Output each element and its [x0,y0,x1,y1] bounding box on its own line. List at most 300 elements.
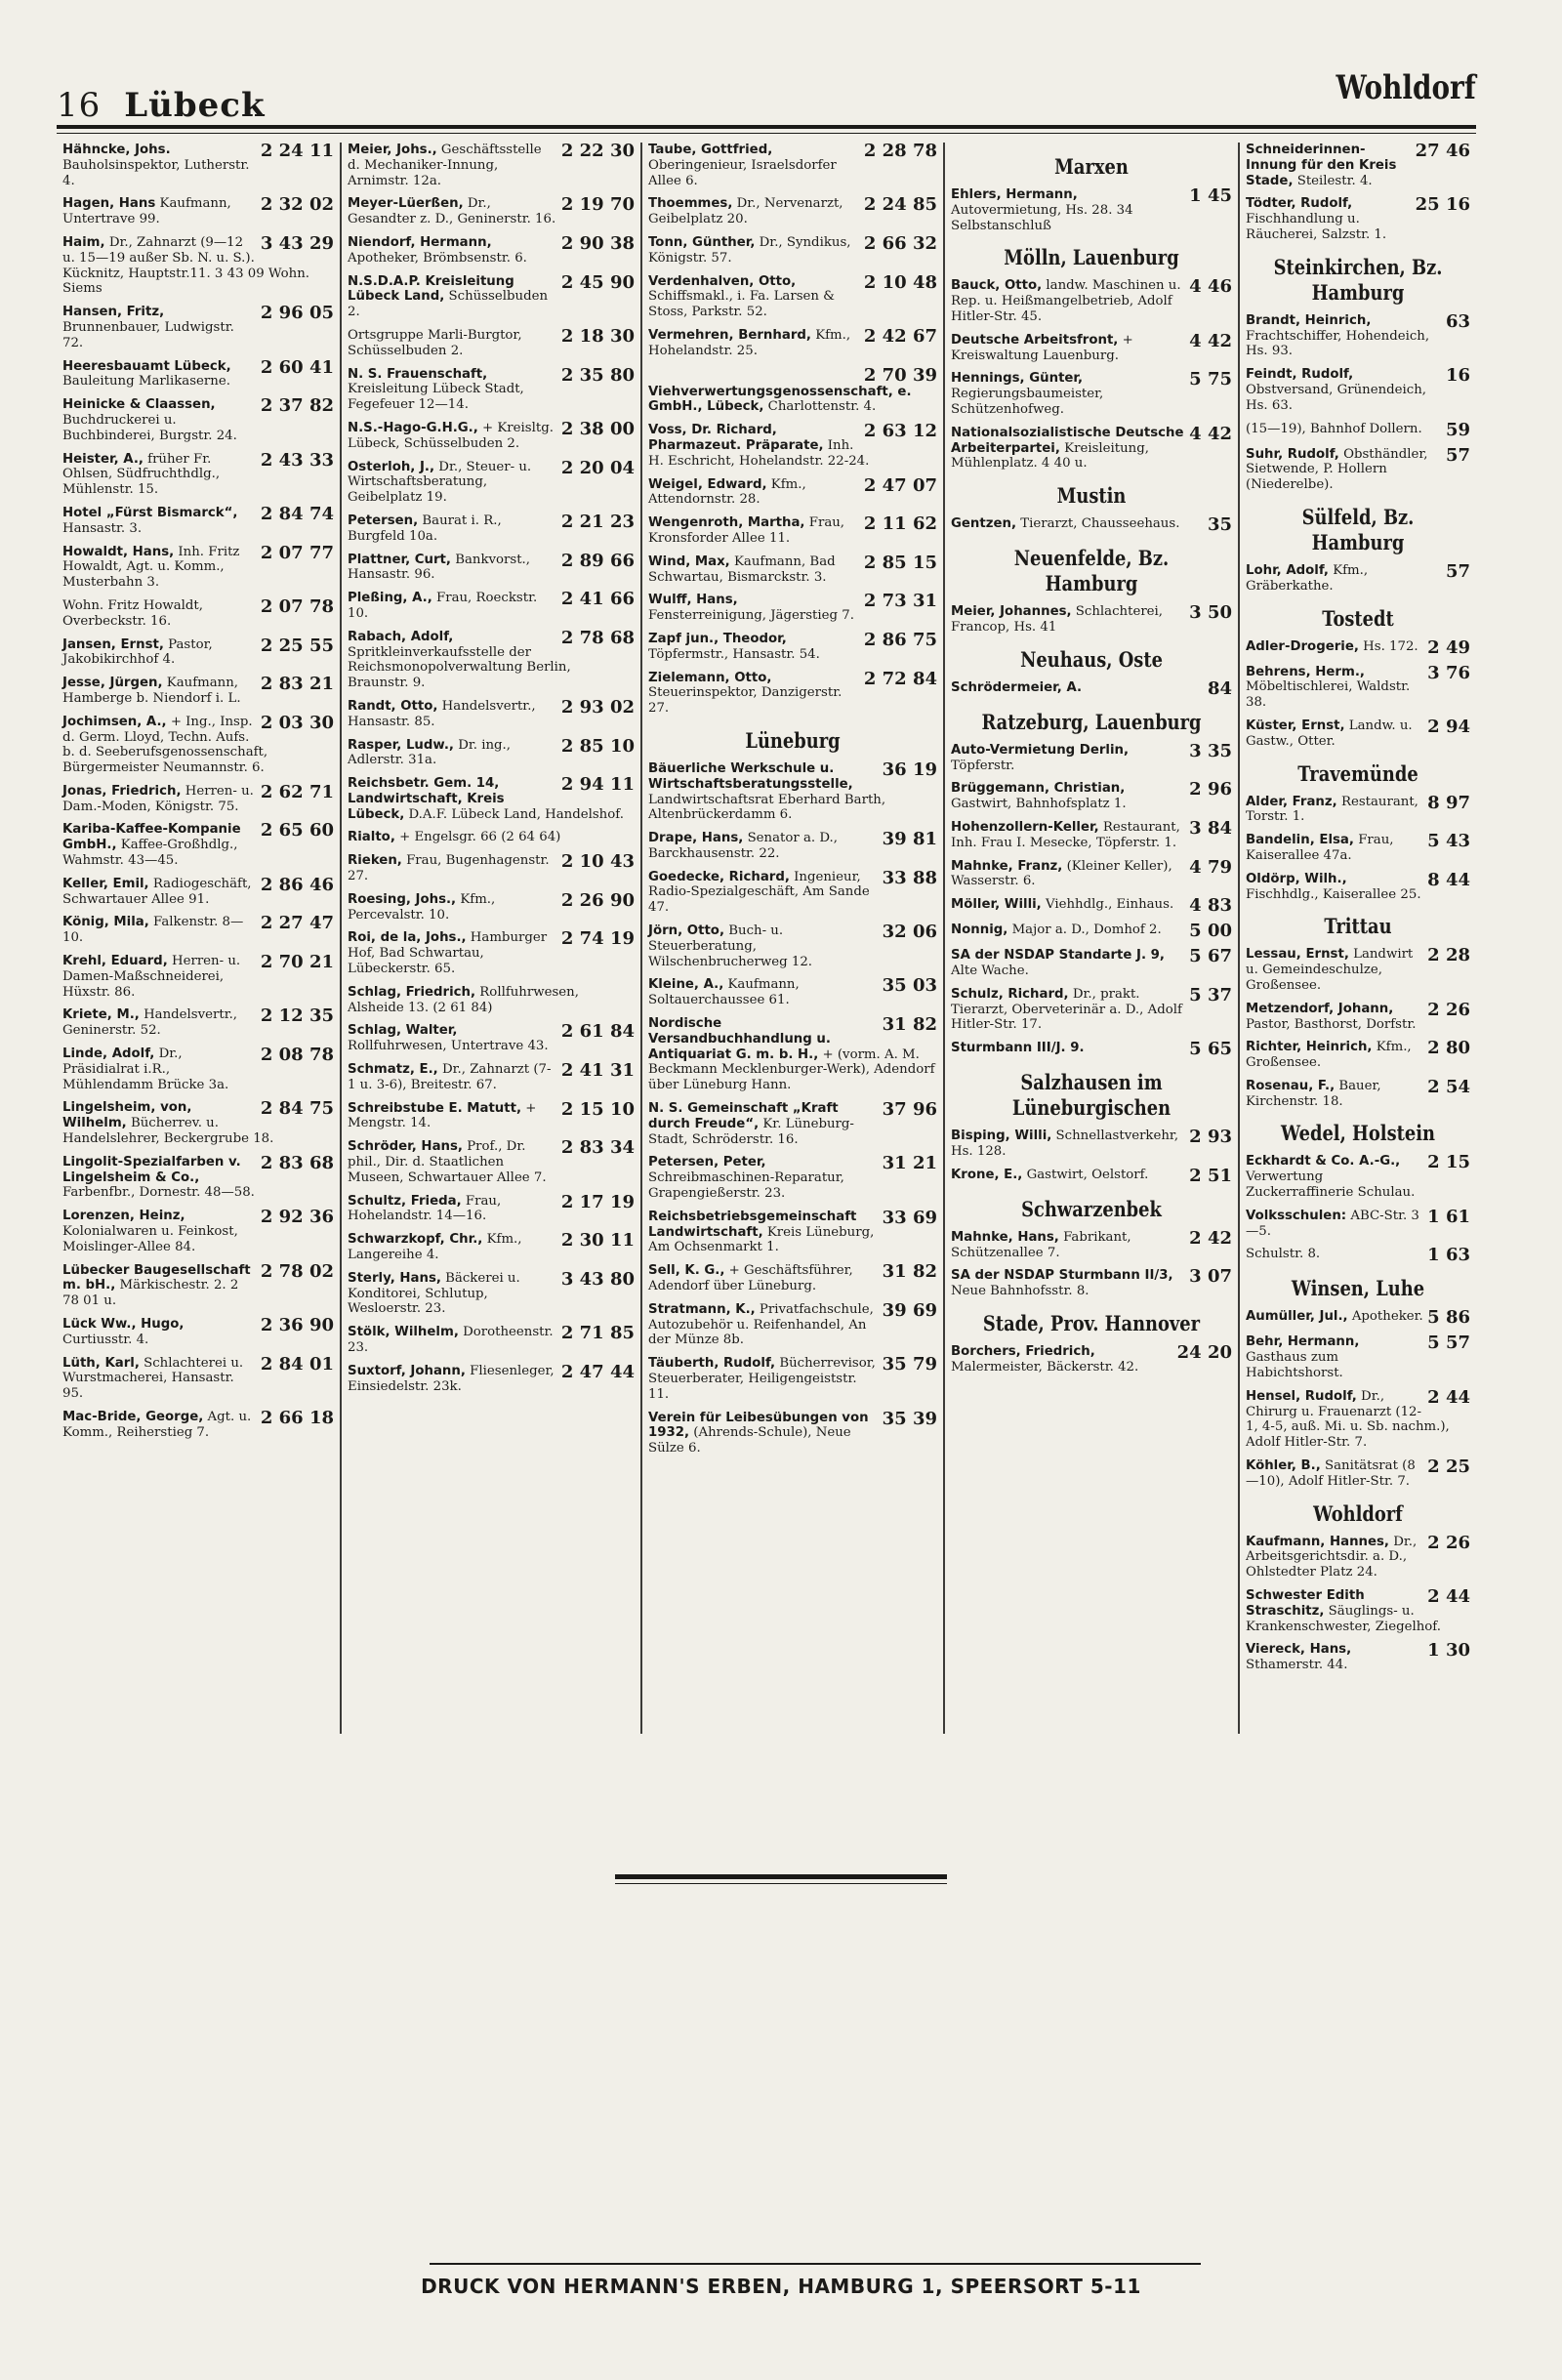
entry-phone: 59 [1445,419,1470,440]
entry-name: Volksschulen: [1246,1208,1347,1223]
entry-details: Frachtschiffer, Hohendeich, Hs. 93. [1246,328,1430,359]
page-header-left [57,86,266,125]
entry-phone: 2 08 78 [260,1045,334,1066]
entry-name: Meier, Johannes, [951,604,1072,620]
directory-entry [951,604,1232,636]
directory-entry [1246,1309,1470,1327]
entry-phone: 27 46 [1415,143,1470,161]
entry-name: Richter, Heinrich, [1246,1040,1373,1055]
entry-name: Schlag, Walter, [348,1023,458,1039]
entry-phone: 1 63 [1427,1245,1470,1266]
entry-details: Töpfermstr., Hansastr. 54. [648,646,820,662]
entry-details: Dr., Chirurg u. Frauenarzt (12-1, 4-5, auß. Mi. u. Sb. nachm.), Adolf Hitler-Str. 7. [1246,1388,1450,1451]
entry-details: + Geschäftsführer, Adendorf über Lüneburg. [648,1263,853,1294]
entry-phone: 2 71 85 [560,1323,635,1344]
directory-entry [648,831,937,862]
directory-entry [348,1361,635,1395]
directory-entry [1246,833,1470,864]
entry-phone: 4 83 [1189,895,1232,917]
entry-phone: 2 07 77 [260,542,334,563]
entry-name: Lorenzen, Heinz, [62,1209,185,1224]
entry-phone: 36 19 [882,759,937,780]
entry-phone: 2 25 [1427,1457,1470,1478]
entry-name: Borchers, Friedrich, [951,1343,1095,1359]
entry-details: Möbeltischlerei, Waldstr. 38. [1246,679,1411,711]
entry-name: Drape, Hans, [648,831,744,846]
entry-details: Brunnenbauer, Ludwigstr. 72. [62,319,234,350]
directory-entry [348,550,635,584]
entry-phone: 4 42 [1189,423,1232,444]
directory-entry [648,1408,937,1457]
entry-phone: 2 85 10 [560,735,635,757]
entry-details: Restaurant, Inh. Frau I. Mesecke, Töpferstr. 1. [951,819,1180,850]
entry-name: Rosenau, F., [1246,1078,1336,1093]
entry-phone: 2 66 18 [260,1407,334,1428]
entry-phone: 25 16 [1415,194,1470,216]
entry-details: Dr., Nervenarzt, Geibelplatz 20. [648,196,843,227]
directory-entry [648,1263,937,1294]
entry-details: Schlachterei u. Wurstmacherei, Hansastr. 95. [62,1355,244,1402]
place-heading: Wohldorf [1313,1500,1403,1526]
entry-phone: 2 22 30 [560,143,635,161]
entry-details: Farbenfbr., Dornestr. 48—58. [62,1185,255,1201]
directory-entry [348,591,635,622]
directory-entry [348,930,635,976]
entry-details: Dr., Präsidialrat i.R., Mühlendamm Brücke 3a. [62,1046,229,1092]
entry-phone: 2 42 67 [863,325,937,347]
entry-name: Köhler, B., [1246,1458,1321,1474]
entry-details: Kfm., Gräberkathe. [1246,562,1369,594]
directory-entry [62,1046,334,1092]
entry-details: Pastor, Jakobikirchhof 4. [62,636,213,668]
entry-details: Schulstr. 8. [1246,1247,1321,1262]
entry-name: Bäuerliche Werkschule u. Wirtschaftsberatungsstelle, [648,760,853,792]
entry-details: Pastor, Basthorst, Dorfstr. [1246,1016,1417,1032]
directory-entry [951,330,1232,364]
directory-entry [62,1317,334,1348]
directory-entry [348,418,635,452]
directory-entry [648,515,937,547]
entry-details: + Mengstr. 14. [348,1100,537,1131]
entry-name: Randt, Otto, [348,698,438,714]
entry-name: Oldörp, Wilh., [1246,871,1347,886]
place-heading: Mustin [1056,483,1127,509]
entry-details: Ortsgruppe Marli-Burgtor, Schüsselbuden 2. [348,327,522,358]
place-heading: Winsen, Luhe [1291,1276,1425,1301]
entry-name: Kariba-Kaffee-Kompanie GmbH., [62,822,241,853]
directory-entry [1246,1588,1470,1634]
entry-phone: 2 43 33 [260,449,334,471]
entry-details: Dorotheenstr. 23. [348,1325,554,1355]
entry-name: Jansen, Ernst, [62,636,164,652]
entry-name: Jochimsen, A., [62,714,167,729]
entry-name: Zapf jun., Theodor, [648,631,787,646]
entry-details: Bücherrevisor, Steuerberater, Heiligengeiststr. 11. [648,1356,876,1402]
entry-phone: 3 43 29 [260,232,334,254]
directory-entry [648,423,937,469]
entry-details: Oberingenieur, Israelsdorfer Allee 6. [648,157,837,188]
entry-name: Sell, K. G., [648,1263,725,1279]
entry-details: Rollfuhrwesen, Alsheide 13. (2 61 84) [348,984,579,1015]
entry-name: Bandelin, Elsa, [1246,833,1354,848]
directory-entry [648,1155,937,1201]
entry-phone: 2 21 23 [560,511,635,532]
entry-details: + (vorm. A. M. Beckmann Mecklenburger-Werk), Adendorf über Lüneburg Hann. [648,1046,935,1093]
entry-phone: 2 03 30 [260,712,334,733]
entry-details: (Ahrends-Schule), Neue Sülze 6. [648,1425,851,1457]
entry-name: Reichsbetr. Gem. 14, Landwirtschaft, Kreis Lübeck, [348,776,505,822]
directory-entry [1246,367,1470,413]
place-heading: Wedel, Holstein [1281,1121,1435,1146]
place-heading: Neuhaus, Oste [1020,646,1163,672]
entry-name: Bisping, Willi, [951,1128,1052,1144]
directory-entry [348,889,635,923]
place-heading: Steinkirchen, Bz. Hamburg [1273,254,1443,305]
entry-phone: 33 88 [882,867,937,888]
directory-entry [348,196,635,227]
entry-name: Weigel, Edward, [648,476,767,492]
entry-details: Frau, Hohelandstr. 14—16. [348,1193,502,1224]
directory-entry [1246,444,1470,493]
directory-entry [62,143,334,188]
directory-entry [62,356,334,390]
entry-details: Ingenieur, Radio-Spezialgeschäft, Am Sande 47. [648,869,870,916]
entry-name: Behrens, Herm., [1246,664,1365,679]
entry-details: Gastwirt, Bahnhofsplatz 1. [951,797,1127,812]
entry-name: Wengenroth, Martha, [648,515,805,531]
entry-details: Dr., Zahnarzt (7-1 u. 3-6), Breitestr. 67. [348,1062,552,1092]
entry-phone: 2 83 34 [560,1137,635,1159]
entry-name: Schwarzkopf, Chr., [348,1232,483,1248]
entry-details: Verwertung Zuckerraffinerie Schulau. [1246,1169,1416,1201]
directory-entry [348,776,635,822]
entry-phone: 5 57 [1427,1333,1470,1354]
entry-details: früher Fr. Ohlsen, Südfruchthdlg., Mühlenstr. 15. [62,451,221,498]
entry-name: Linde, Adolf, [62,1046,155,1062]
footer-rule [430,2263,1201,2265]
entry-name: Kriete, M., [62,1007,140,1023]
directory-entry [62,449,334,498]
entry-phone: 2 26 [1427,1532,1470,1553]
directory-entry [62,595,334,630]
place-heading: Mölln, Lauenburg [1004,245,1179,270]
entry-details: Landwirtschaftsrat Eberhard Barth, Altenbrückerdamm 6. [648,792,886,823]
entry-name: Eckhardt & Co. A.-G., [1246,1154,1401,1169]
entry-phone: 2 74 19 [560,928,635,950]
directory-entry [951,1128,1232,1160]
entry-phone: 57 [1445,444,1470,466]
entry-details: Frau, Roeckstr. 10. [348,591,538,621]
directory-entry [62,542,334,591]
entry-phone: 2 93 [1189,1127,1232,1148]
entry-phone: 4 46 [1189,276,1232,298]
directory-entry [951,948,1232,979]
entry-name: Möller, Willi, [951,897,1042,913]
entry-name: Wind, Max, [648,554,730,569]
place-heading: Travemünde [1297,760,1418,786]
place-heading: Marxen [1054,154,1129,179]
directory-entry [951,423,1232,472]
entry-name: Kleine, A., [648,977,724,993]
directory-entry [648,474,937,509]
entry-phone: 35 [1207,514,1232,536]
entry-name: Hohenzollern-Keller, [951,819,1099,835]
entry-details: Sanitätsrat (8—10), Adolf Hitler-Str. 7. [1246,1458,1416,1489]
directory-entry [348,1325,635,1356]
entry-phone: 2 49 [1427,636,1470,658]
entry-name: Schrödermeier, A. [951,679,1083,695]
entry-name: SA der NSDAP Standarte J. 9, [951,948,1165,964]
directory-entry [348,735,635,769]
entry-name: Suhr, Rudolf, [1246,446,1339,462]
entry-phone: 3 43 80 [560,1268,635,1290]
entry-details: (15—19), Bahnhof Dollern. [1246,421,1422,436]
directory-entry [348,1232,635,1263]
entry-details: Dr. ing., Adlerstr. 31a. [348,737,511,768]
directory-entry [1246,310,1470,359]
entry-details: Hansastr. 3. [62,520,143,536]
directory-entry [951,1227,1232,1261]
entry-details: Malermeister, Bäckerstr. 42. [951,1359,1139,1375]
entry-details: Viehhdlg., Einhaus. [1045,897,1174,913]
directory-entry [1246,792,1470,826]
entry-name: Suxtorf, Johann, [348,1363,466,1378]
entry-details: Kreisleitung, Mühlenplatz. 4 40 u. [951,440,1149,472]
entry-details: Charlottenstr. 4. [767,399,877,415]
directory-entry [348,1191,635,1225]
directory-entry [62,1100,334,1146]
entry-name: N. S. Frauenschaft, [348,366,488,382]
entry-name: Viereck, Hans, [1246,1642,1352,1658]
entry-phone: 2 86 46 [260,874,334,895]
place-heading: Trittau [1324,914,1392,939]
entry-phone: 1 45 [1189,185,1232,206]
entry-phone: 2 27 47 [260,913,334,934]
directory-entry [62,1007,334,1039]
directory-columns [57,143,1476,1753]
entry-name: Bauck, Otto, [951,278,1043,294]
entry-name: N.S.D.A.P. Kreisleitung Lübeck Land, [348,273,514,305]
entry-details: Herren- u. Damen-Maßschneiderei, Hüxstr. 86. [62,954,241,1000]
entry-phone: 8 97 [1427,792,1470,813]
entry-name: Taube, Gottfried, [648,143,773,157]
entry-phone: 2 47 07 [863,474,937,496]
entry-phone: 2 44 [1427,1586,1470,1608]
entry-name: Voss, Dr. Richard, Pharmazeut. Präparate, [648,423,824,453]
entry-phone: 2 24 11 [260,143,334,161]
column-4 [945,143,1238,1753]
entry-details: Kfm., Hohelandstr. 25. [648,327,851,358]
directory-entry [1246,999,1470,1033]
directory-entry [648,1207,937,1255]
printer-imprint: DRUCK VON HERMANN'S ERBEN, HAMBURG 1, SPEERSORT 5-11 [421,2275,1141,2298]
entry-phone: 31 82 [882,1014,937,1036]
entry-phone: 31 21 [882,1153,937,1174]
directory-entry [648,1101,937,1147]
directory-entry [1246,1334,1470,1380]
directory-entry [648,593,937,624]
directory-entry [348,830,635,845]
entry-name: Schultz, Frieda, [348,1193,462,1209]
directory-entry [951,740,1232,774]
entry-details: Kfm., Großensee. [1246,1040,1412,1071]
entry-phone: 35 79 [882,1354,937,1375]
entry-phone: 2 15 10 [560,1098,635,1120]
entry-name: Lück Ww., Hugo, [62,1317,185,1332]
directory-entry [62,822,334,868]
entry-details: Buch- u. Steuerberatung, Wilschenbrucherweg 12. [648,923,813,969]
entry-phone: 33 69 [882,1207,937,1228]
entry-details: Kfm., Percevalstr. 10. [348,891,496,923]
entry-name: Schulz, Richard, [951,986,1069,1002]
entry-phone: 5 37 [1189,984,1232,1005]
directory-entry [1246,143,1470,188]
entry-details: Säuglings- u. Krankenschwester, Ziegelhof. [1246,1603,1441,1634]
entry-details: Kreis Lüneburg, Am Ochsenmarkt 1. [648,1224,875,1255]
entry-details: Buchdruckerei u. Buchbinderei, Burgstr. 24. [62,412,237,443]
entry-details: Bauer, Kirchenstr. 18. [1246,1078,1381,1109]
entry-details: Regierungsbaumeister, Schützenhofweg. [951,387,1104,417]
entry-phone: 2 26 [1427,999,1470,1020]
entry-details: Tierarzt, Chausseehaus. [1020,516,1180,532]
entry-phone: 2 60 41 [260,356,334,378]
directory-entry [1246,1386,1470,1451]
directory-entry [62,954,334,1000]
entry-phone: 2 73 31 [863,591,937,612]
entry-name: Verein für Leibesübungen von 1932, [648,1410,869,1441]
entry-phone: 1 30 [1427,1640,1470,1662]
directory-entry [62,196,334,227]
entry-details: Märkischestr. 2. 2 78 01 u. [62,1278,239,1309]
directory-entry [1246,662,1470,711]
place-heading: Tostedt [1322,605,1394,631]
directory-entry [1246,947,1470,993]
entry-phone: 2 70 39 [863,364,937,386]
entry-phone: 2 42 [1189,1227,1232,1249]
directory-entry [348,1098,635,1132]
entry-name: Hansen, Fritz, [62,305,165,320]
page-number: 16 [57,86,102,125]
entry-details: Autovermietung, Hs. 28. 34 Selbstanschluß [951,202,1133,233]
directory-entry [951,516,1232,534]
entry-details: Hamburger Hof, Bad Schwartau, Lübeckerstr. 65. [348,930,548,977]
entry-phone: 39 81 [882,829,937,850]
entry-phone: 2 72 84 [863,668,937,689]
entry-details: landw. Maschinen u. Rep. u. Heißmangelbetrieb, Adolf Hitler-Str. 45. [951,278,1181,324]
entry-details: Kaufmann, Bad Schwartau, Bismarckstr. 3. [648,554,836,585]
entry-name: Rasper, Ludw., [348,737,454,753]
entry-phone: 1 61 [1427,1206,1470,1227]
entry-name: Goedecke, Richard, [648,869,790,884]
entry-name: Schneiderinnen-Innung für den Kreis Stade, [1246,143,1397,188]
entry-name: Jörn, Otto, [648,923,724,939]
entry-details: ABC-Str. 3—5. [1246,1208,1419,1239]
directory-entry [648,668,937,717]
entry-phone: 63 [1445,310,1470,332]
entry-name: Lüth, Karl, [62,1355,140,1371]
directory-entry [62,1407,334,1441]
entry-name: Hagen, Hans [62,196,156,212]
entry-name: Schlag, Friedrich, [348,984,476,1000]
entry-name: Howaldt, Hans, [62,544,175,559]
column-1 [57,143,340,1753]
directory-entry [348,1139,635,1185]
entry-details: Obsthändler, Sietwende, P. Hollern (Niederelbe). [1246,446,1428,493]
entry-name: Lingolit-Spezialfarben v. Lingelsheim & Co., [62,1154,241,1185]
directory-entry [951,897,1232,915]
entry-name: Tödter, Rudolf, [1246,196,1353,212]
directory-entry [62,397,334,443]
entry-details: Wohn. Fritz Howaldt, Overbeckstr. 16. [62,597,204,629]
entry-phone: 2 38 00 [560,418,635,439]
entry-name: Thoemmes, [648,196,733,212]
directory-entry [62,232,334,297]
entry-phone: 2 90 38 [560,232,635,254]
directory-entry [951,856,1232,890]
entry-details: Dr., prakt. Tierarzt, Oberveterinär a. D., Adolf Hitler-Str. 17. [951,986,1182,1033]
entry-phone: 2 94 [1427,716,1470,737]
entry-details: Privatfachschule, Autozubehör u. Reifenhandel, An der Münze 8b. [648,1301,874,1348]
directory-entry [1246,419,1470,440]
entry-details: Geschäftsstelle d. Mechaniker-Innung, Arnimstr. 12a. [348,143,542,188]
entry-details: Handelsvertr., Geninerstr. 52. [62,1007,238,1039]
entry-phone: 2 41 31 [560,1060,635,1082]
directory-entry [348,1268,635,1317]
entry-details: Frau, Kronsforder Allee 11. [648,515,845,546]
entry-name: Schwester Edith Straschitz, [1246,1588,1365,1619]
directory-entry [348,457,635,506]
directory-entry [348,696,635,730]
entry-details: Apotheker, Brömbsenstr. 6. [348,250,527,266]
entry-phone: 2 80 [1427,1038,1470,1059]
directory-entry [951,781,1232,812]
entry-name: Alder, Franz, [1246,794,1337,809]
entry-phone: 2 37 82 [260,395,334,417]
directory-entry [62,712,334,776]
directory-entry [951,1268,1232,1299]
directory-entry [1246,560,1470,595]
entry-details: Schnellastverkehr, Hs. 128. [951,1128,1179,1159]
directory-entry [348,1023,635,1054]
entry-details: Fliesenleger, Einsiedelstr. 23k. [348,1363,555,1394]
entry-phone: 2 94 11 [560,774,635,796]
entry-name: Petersen, [348,513,419,528]
entry-details: Schüsselbuden 2. [348,289,549,320]
entry-name: Haim, [62,234,105,250]
entry-name: Roesing, Johs., [348,891,457,907]
entry-details: Kaufmann, Hamberge b. Niendorf i. L. [62,676,241,706]
directory-entry [648,554,937,586]
entry-phone: 2 45 90 [560,271,635,293]
entry-phone: 2 86 75 [863,629,937,650]
entry-name: Gentzen, [951,516,1017,532]
entry-name: Viehverwertungsgenossenschaft, e. GmbH., Lübeck, [648,384,912,415]
entry-phone: 2 89 66 [560,550,635,571]
entry-phone: 2 07 78 [260,595,334,617]
entry-details: Dr., Arbeitsgerichtsdir. a. D., Ohlstedter Platz 24. [1246,1534,1418,1580]
directory-entry [62,781,334,815]
entry-name: Rialto, [348,830,395,845]
place-heading: Stade, Prov. Hannover [982,1310,1201,1335]
entry-details: Dr., Zahnarzt (9—12 u. 15—19 außer Sb. N. u. S.). Kücknitz, Hauptstr.11. 3 43 09 Wohn. Siems [62,234,310,297]
entry-details: Major a. D., Domhof 2. [1011,923,1162,938]
entry-phone: 2 84 75 [260,1098,334,1120]
entry-details: (Kleiner Keller), Wasserstr. 6. [951,858,1172,889]
entry-details: Töpferstr. [951,758,1015,773]
entry-name: Tonn, Günther, [648,234,756,250]
entry-details: Fabrikant, Schützenallee 7. [951,1229,1131,1260]
entry-details: Bankvorst., Hansastr. 96. [348,552,531,583]
